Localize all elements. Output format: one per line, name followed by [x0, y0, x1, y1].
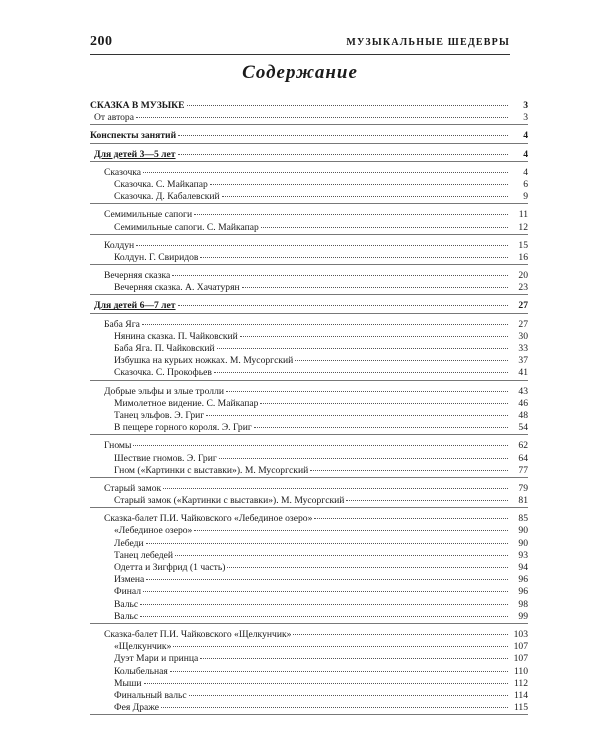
leader-dots	[178, 154, 508, 155]
leader-dots	[254, 427, 508, 428]
toc-entry	[90, 641, 528, 653]
toc-entry-title: Колдун	[104, 239, 135, 251]
toc-entry-page: 23	[518, 282, 528, 294]
leader-dots	[293, 634, 508, 635]
toc-entry-page: 107	[513, 653, 528, 665]
toc-entry-page: 64	[518, 452, 528, 464]
leader-dots	[240, 336, 508, 337]
leader-dots	[261, 227, 508, 228]
toc-entry-page: 99	[518, 610, 528, 622]
leader-dots	[142, 324, 508, 325]
toc-entry	[90, 191, 528, 203]
toc-entry-page: 30	[518, 330, 528, 342]
toc-entry-title: Колыбельная	[114, 665, 168, 677]
toc-entry-title: Сказочка. С. Майкапар	[114, 178, 208, 190]
toc-entry	[90, 167, 528, 179]
toc-entry	[90, 513, 528, 525]
leader-dots	[170, 671, 508, 672]
toc-entry	[90, 252, 528, 264]
toc-entry	[90, 629, 528, 641]
toc-entry-page: 3	[523, 100, 528, 111]
toc-entry	[90, 209, 528, 221]
toc-entry-page: 115	[513, 702, 528, 714]
toc-entry-title: Танец эльфов. Э. Григ	[114, 409, 205, 421]
leader-dots	[178, 135, 508, 136]
leader-dots	[140, 604, 508, 605]
toc-entry-page: 62	[518, 440, 528, 452]
toc-entry-page: 46	[518, 397, 528, 409]
toc-entry-page: 27	[518, 318, 528, 330]
toc-entry	[90, 483, 528, 495]
leader-dots	[178, 305, 508, 306]
toc-entry	[90, 702, 528, 714]
page-title: Содержание	[242, 62, 358, 83]
toc-entry-page: 12	[518, 221, 528, 233]
leader-dots	[133, 445, 508, 446]
toc-group	[90, 240, 528, 265]
toc-entry-title: Избушка на курьих ножках. М. Мусоргский	[114, 355, 294, 367]
toc-entry-title: В пещере горного короля. Э. Григ	[114, 422, 252, 434]
leader-dots	[175, 555, 508, 556]
toc-entry-title: Семимильные сапоги	[104, 209, 193, 221]
leader-dots	[200, 257, 508, 258]
toc-entry	[90, 538, 528, 550]
leader-dots	[172, 275, 508, 276]
toc-entry-page: 54	[518, 422, 528, 434]
toc-entry	[90, 678, 528, 690]
toc-group	[90, 319, 528, 381]
toc-entry	[90, 386, 528, 398]
toc-entry-page: 4	[523, 130, 528, 142]
leader-dots	[146, 579, 508, 580]
toc-entry-title: Сказочка	[104, 166, 142, 178]
toc-entry-title: Добрые эльфы и злые тролли	[104, 385, 224, 397]
leader-dots	[161, 707, 508, 708]
toc-entry	[90, 130, 528, 142]
leader-dots	[214, 372, 508, 373]
leader-dots	[136, 117, 508, 118]
toc-entry	[90, 666, 528, 678]
leader-dots	[146, 543, 508, 544]
leader-dots	[219, 458, 508, 459]
toc-entry	[90, 422, 528, 434]
toc-entry-page: 81	[518, 495, 528, 507]
toc-entry	[90, 355, 528, 367]
leader-dots	[194, 530, 508, 531]
leader-dots	[143, 172, 508, 173]
toc-entry	[90, 179, 528, 191]
toc-entry	[90, 611, 528, 623]
toc-entry-title: Вальс	[114, 610, 139, 622]
toc-entry-title: От автора	[94, 112, 134, 124]
toc-entry-title: Вечерняя сказка	[104, 270, 171, 282]
leader-dots	[163, 488, 508, 489]
toc-entry-page: 20	[518, 270, 528, 282]
toc-entry-title: Сказка-балет П.И. Чайковского «Щелкунчик»	[104, 628, 292, 640]
toc-entry-title: Гномы	[104, 440, 132, 452]
leader-dots	[136, 245, 508, 246]
leader-dots	[189, 695, 508, 696]
toc-group	[90, 209, 528, 234]
leader-dots	[217, 348, 508, 349]
toc-entry-page: 90	[518, 525, 528, 537]
toc-entry-title: Фея Драже	[114, 702, 160, 714]
toc-entry-title: Финальный вальс	[114, 689, 187, 701]
toc-entry-title: Одетта и Зигфрид (1 часть)	[114, 562, 226, 573]
toc-entry	[90, 282, 528, 294]
leader-dots	[227, 567, 508, 568]
toc-group	[90, 130, 528, 143]
toc-entry-title: «Щелкунчик»	[114, 641, 172, 653]
leader-dots	[295, 360, 508, 361]
toc-entry-page: 11	[518, 209, 528, 221]
toc-entry-title: Лебеди	[114, 537, 144, 549]
toc-entry-page: 107	[513, 641, 528, 653]
toc-entry	[90, 440, 528, 452]
toc-entry	[90, 525, 528, 537]
leader-dots	[200, 658, 508, 659]
toc-entry-title: Семимильные сапоги. С. Майкапар	[114, 221, 259, 233]
toc-group	[90, 167, 528, 205]
toc-entry-title: Танец лебедей	[114, 549, 174, 561]
toc-entry-title: Вальс	[114, 598, 139, 610]
leader-dots	[210, 184, 508, 185]
toc-entry	[90, 331, 528, 343]
toc-entry-title: Конспекты занятий	[90, 130, 177, 142]
toc-entry-title: Старый замок («Картинки с выставки»). М. Мусоргский	[114, 495, 345, 507]
toc-entry	[90, 343, 528, 355]
leader-dots	[187, 105, 508, 106]
toc-entry-title: Вечерняя сказка. А. Хачатурян	[114, 282, 240, 294]
toc-entry	[90, 690, 528, 702]
toc-entry-title: Старый замок	[104, 482, 162, 494]
toc-entry	[90, 550, 528, 562]
toc-entry-title: Для детей 6—7 лет	[94, 300, 176, 312]
toc-entry-page: 79	[518, 482, 528, 494]
toc-entry-title: Финал	[114, 586, 141, 598]
toc-entry-title: Измена	[114, 574, 145, 586]
leader-dots	[194, 214, 508, 215]
toc-entry-page: 94	[518, 562, 528, 573]
toc-entry	[90, 410, 528, 422]
toc-group	[90, 270, 528, 295]
toc-entry-page: 41	[518, 367, 528, 379]
toc-entry-page: 96	[518, 586, 528, 598]
toc-entry-page: 110	[513, 665, 528, 677]
toc-entry-page: 93	[518, 549, 528, 561]
toc-entry-title: Колдун. Г. Свиридов	[114, 251, 199, 263]
toc-entry-title: Дуэт Мари и принца	[114, 653, 199, 665]
leader-dots	[222, 196, 508, 197]
toc-entry-title: Мыши	[114, 677, 142, 689]
toc-entry	[90, 300, 528, 312]
toc-group	[90, 149, 528, 162]
toc-entry	[90, 599, 528, 611]
toc-entry	[90, 112, 528, 124]
toc-entry-page: 90	[518, 537, 528, 549]
toc-entry-page: 4	[523, 148, 528, 160]
toc-group	[90, 513, 528, 624]
toc-entry-page: 6	[523, 178, 528, 190]
toc-entry-page: 48	[518, 409, 528, 421]
toc-entry-page: 3	[523, 112, 528, 124]
toc-entry-page: 96	[518, 574, 528, 586]
toc-entry	[90, 586, 528, 598]
page-number: 200	[90, 34, 113, 49]
toc-entry-page: 77	[518, 464, 528, 476]
toc-entry	[90, 270, 528, 282]
toc-entry	[90, 562, 528, 574]
leader-dots	[173, 646, 508, 647]
toc-entry-title: Баба Яга	[104, 318, 140, 330]
toc-entry-title: Мимолетное видение. С. Майкапар	[114, 397, 259, 409]
toc-entry	[90, 100, 528, 112]
toc-entry-page: 85	[518, 513, 528, 525]
leader-dots	[260, 403, 508, 404]
toc-entry-title: Баба Яга. П. Чайковский	[114, 343, 215, 354]
toc-group	[90, 300, 528, 313]
toc-entry	[90, 465, 528, 477]
leader-dots	[206, 415, 508, 416]
toc-entry-page: 98	[518, 598, 528, 610]
leader-dots	[310, 470, 508, 471]
toc-entry-page: 4	[523, 166, 528, 178]
toc-group	[90, 440, 528, 478]
toc-group	[90, 386, 528, 436]
leader-dots	[226, 391, 508, 392]
toc-entry-title: Сказочка. Д. Кабалевский	[114, 191, 220, 203]
toc-entry	[90, 398, 528, 410]
header-divider	[90, 54, 510, 55]
toc-entry-page: 16	[518, 251, 528, 263]
toc-entry-title: Нянина сказка. П. Чайковский	[114, 330, 238, 342]
toc-entry-title: «Лебединое озеро»	[114, 525, 193, 537]
toc-entry	[90, 574, 528, 586]
toc-entry	[90, 367, 528, 379]
toc-entry	[90, 653, 528, 665]
toc-entry-page: 27	[518, 300, 528, 312]
toc-entry	[90, 453, 528, 465]
toc-entry	[90, 222, 528, 234]
toc-entry-page: 103	[513, 628, 528, 640]
toc-entry	[90, 149, 528, 161]
toc-entry-title: Гном («Картинки с выставки»). М. Мусоргский	[114, 464, 309, 476]
toc-entry-page: 112	[513, 677, 528, 689]
toc-entry	[90, 495, 528, 507]
leader-dots	[314, 518, 508, 519]
toc-entry-page: 33	[518, 343, 528, 354]
running-title: МУЗЫКАЛЬНЫЕ ШЕДЕВРЫ	[346, 37, 510, 48]
toc-entry-page: 15	[518, 239, 528, 251]
toc-entry	[90, 319, 528, 331]
toc-entry	[90, 240, 528, 252]
toc-entry-page: 37	[518, 355, 528, 367]
toc-group	[90, 629, 528, 715]
toc-group	[90, 100, 528, 125]
leader-dots	[140, 616, 508, 617]
toc-entry-title: Сказочка. С. Прокофьев	[114, 367, 212, 379]
toc-entry-title: Сказка-балет П.И. Чайковского «Лебединое озеро»	[104, 513, 313, 525]
toc-entry-title: Для детей 3—5 лет	[94, 148, 176, 160]
leader-dots	[143, 591, 508, 592]
leader-dots	[144, 683, 509, 684]
toc-group	[90, 483, 528, 508]
table-of-contents	[90, 100, 528, 720]
toc-entry-page: 9	[523, 191, 528, 203]
toc-entry-title: Шествие гномов. Э. Григ	[114, 452, 217, 464]
leader-dots	[242, 287, 508, 288]
toc-entry-page: 114	[513, 689, 528, 701]
leader-dots	[346, 500, 508, 501]
toc-entry-page: 43	[518, 385, 528, 397]
page-header	[90, 34, 510, 50]
toc-entry-title: СКАЗКА В МУЗЫКЕ	[90, 100, 185, 111]
